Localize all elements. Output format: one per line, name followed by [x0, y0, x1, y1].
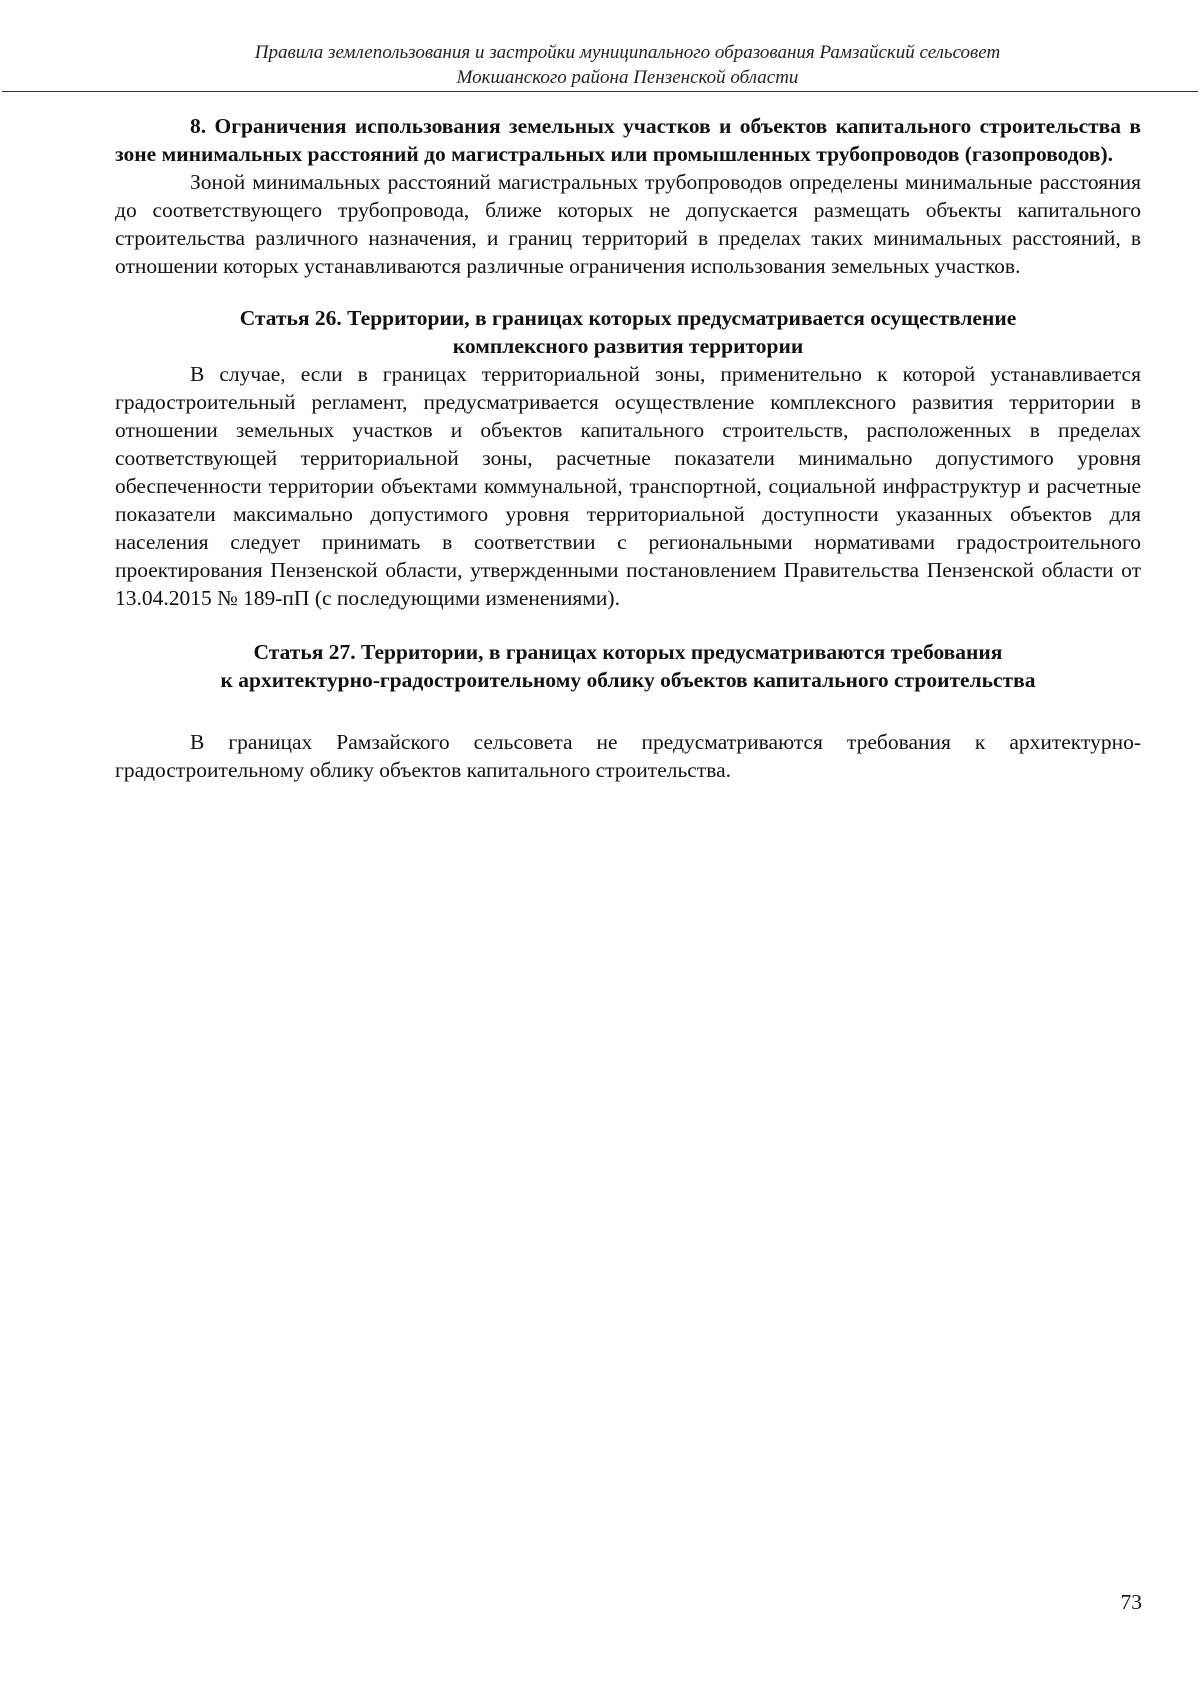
header-divider [2, 91, 1198, 92]
section-8-paragraph: Зоной минимальных расстояний магистральных трубопроводов определены минимальные расстояния до соответствующего трубопровода, ближе которых не допускается размещать объекты капитального строительства различного назначения, и границ территорий в пределах таких минимальных расстояний, в отношении которых устанавливаются различные ограничения использования земельных участков. [115, 170, 1141, 278]
article-27-heading [115, 638, 1141, 694]
running-header-line-2: Мокшанского района Пензенской области [456, 67, 799, 88]
spacer [115, 280, 1141, 304]
article-27-heading-line-2: к архитектурно-градостроительному облику объектов капитального строительства [220, 668, 1036, 692]
article-26-paragraph: В случае, если в границах территориальной зоны, применительно к которой устанавливается градостроительный регламент, предусматривается осуществление комплексного развития территории в отношении земельных участков и объектов капитального строительств, расположенных в пределах соответствующей территориальной зоны, расчетные показатели минимально допустимого уровня обеспеченности территории объектами коммунальной, транспортной, социальной инфраструктур и расчетные показатели максимально допустимого уровня территориальной доступности указанных объектов для населения следует принимать в соответствии с региональными нормативами градостроительного проектирования Пензенской области, утвержденными постановлением Правительства Пензенской области от 13.04.2015 № 189-пП (с последующими изменениями). [115, 362, 1141, 610]
article-27-paragraph: В границах Рамзайского сельсовета не предусматриваются требования к архитектурно-градостроительному облику объектов капитального строительства. [115, 730, 1141, 782]
page-content [115, 112, 1141, 784]
spacer [115, 694, 1141, 728]
spacer [115, 612, 1141, 638]
page-number: 73 [1120, 1590, 1142, 1614]
article-27-heading-line-1: Статья 27. Территории, в границах которых предусматриваются требования [253, 640, 1003, 664]
article-26-heading-line-1: Статья 26. Территории, в границах которых предусматривается осуществление [239, 306, 1017, 330]
section-8-heading: 8. Ограничения использования земельных участков и объектов капитального строительства в зоне минимальных расстояний до магистральных или промышленных трубопроводов (газопроводов). [115, 114, 1141, 166]
running-header [90, 40, 1165, 90]
running-header-line-1: Правила землепользования и застройки муниципального образования Рамзайский сельсовет [254, 42, 1001, 63]
article-26-heading [115, 304, 1141, 360]
article-26-heading-line-2: комплексного развития территории [452, 334, 804, 358]
